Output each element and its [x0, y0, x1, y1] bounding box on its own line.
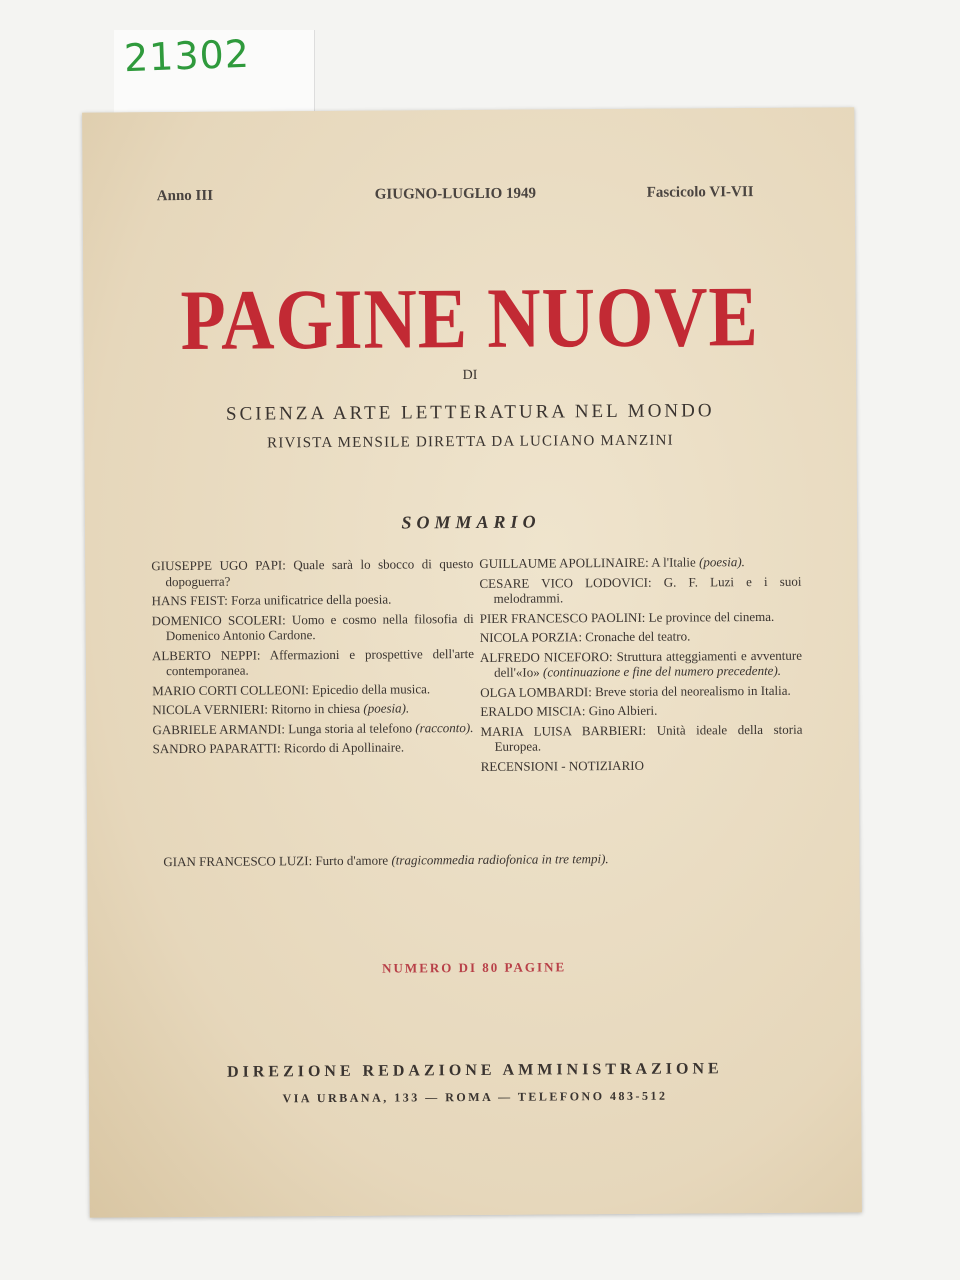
entry-title: Quale sarà lo sbocco di questo dopoguerra?: [165, 555, 474, 589]
contents-entry: [480, 721, 802, 754]
entry-title: A l'Italie: [651, 554, 696, 570]
entry-author: SANDRO PAPARATTI:: [152, 740, 281, 757]
entry-note: (poesia).: [698, 554, 745, 570]
page-count: NUMERO DI 80 PAGINE: [382, 959, 567, 976]
entry-author: RECENSIONI - NOTIZIARIO: [480, 757, 644, 774]
entry-title: Gino Albieri.: [588, 702, 658, 719]
anno-label: Anno III: [156, 187, 214, 205]
entry-note: (continuazione e fine del numero precedente).: [542, 662, 782, 680]
entry-author: GIAN FRANCESCO LUZI:: [163, 853, 313, 870]
entry-title: Furto d'amore: [315, 852, 389, 869]
entry-title: Cronache del teatro.: [585, 628, 691, 645]
entry-author: GABRIELE ARMANDI:: [152, 720, 286, 737]
entry-author: CESARE VICO LODOVICI:: [479, 574, 652, 591]
inventory-number: 21302: [123, 31, 251, 81]
entry-note: (racconto).: [415, 719, 474, 735]
contents-entry: [480, 628, 802, 646]
contents-entry: [481, 756, 803, 774]
entry-author: DOMENICO SCOLERI:: [151, 611, 286, 628]
contents-entry: [152, 719, 474, 737]
entry-title: Epicedio della musica.: [312, 680, 431, 697]
contents-entry: [480, 682, 802, 700]
fascicolo-label: Fascicolo VI-VII: [646, 184, 754, 201]
direzione-heading: DIREZIONE REDAZIONE AMMINISTRAZIONE: [226, 1060, 723, 1081]
contents-entry-extra: [163, 851, 608, 870]
subtitle: SCIENZA ARTE LETTERATURA NEL MONDO: [225, 400, 715, 425]
contents-entry: [152, 591, 474, 609]
sommario-heading: SOMMARIO: [401, 511, 541, 533]
contents-entry: [152, 700, 474, 718]
entry-author: ALFREDO NICEFORO:: [479, 648, 613, 665]
entry-title: Struttura atteggiamenti e avventure dell'«Io»: [494, 647, 803, 680]
magazine-cover: [82, 107, 862, 1217]
entry-title: Ritorno in chiesa: [271, 700, 361, 717]
editor-line: RIVISTA MENSILE DIRETTA DA LUCIANO MANZINI: [267, 432, 674, 452]
contents-entry: [152, 645, 474, 678]
address-line: VIA URBANA, 133 — ROMA — TELEFONO 483-512: [282, 1088, 668, 1106]
title-di: DI: [462, 367, 478, 384]
contents-entry: [480, 608, 802, 626]
entry-title: Lunga storia al telefono: [288, 719, 413, 736]
contents-left-column: [151, 556, 474, 761]
contents-entry: [153, 739, 475, 757]
entry-author: HANS FEIST:: [151, 592, 228, 609]
contents-entry: [152, 610, 474, 643]
contents-entry: [152, 680, 474, 698]
contents-entry: [479, 554, 801, 572]
entry-note: (poesia).: [363, 700, 410, 716]
entry-author: OLGA LOMBARDI:: [480, 683, 592, 700]
contents-right-column: [479, 554, 803, 778]
entry-author: GUILLAUME APOLLINAIRE:: [479, 554, 649, 571]
entry-note: (tragicommedia radiofonica in tre tempi).: [391, 851, 609, 868]
entry-author: NICOLA PORZIA:: [479, 629, 583, 645]
entry-title: Forza unificatrice della poesia.: [231, 591, 392, 608]
entry-author: ERALDO MISCIA:: [480, 703, 586, 719]
entry-author: ALBERTO NEPPI:: [151, 646, 261, 663]
entry-title: Uomo e cosmo nella filosofia di Domenico Antonio Cardone.: [165, 610, 474, 644]
entry-title: Unità ideale della storia Europea.: [494, 721, 803, 754]
contents-entry: [151, 556, 473, 589]
contents-entry: [480, 702, 802, 720]
entry-author: NICOLA VERNIERI:: [152, 701, 269, 718]
entry-author: MARIA LUISA BARBIERI:: [480, 722, 647, 739]
contents-entry: [480, 647, 802, 680]
entry-title: Le province del cinema.: [648, 608, 775, 625]
inventory-sticker: [114, 30, 315, 122]
entry-author: GIUSEPPE UGO PAPI:: [151, 557, 286, 574]
magazine-title: PAGINE NUOVE: [180, 267, 759, 369]
entry-title: Breve storia del neorealismo in Italia.: [594, 682, 791, 699]
entry-author: PIER FRANCESCO PAOLINI:: [479, 609, 646, 626]
issue-date: GIUGNO-LUGLIO 1949: [374, 185, 537, 203]
contents-entry: [479, 573, 801, 606]
entry-title: Affermazioni e prospettive dell'arte contemporanea.: [165, 645, 474, 679]
entry-title: Ricordo di Apollinaire.: [283, 739, 405, 756]
entry-title: G. F. Luzi e i suoi melodrammi.: [493, 573, 802, 606]
entry-author: MARIO CORTI COLLEONI:: [152, 681, 309, 698]
